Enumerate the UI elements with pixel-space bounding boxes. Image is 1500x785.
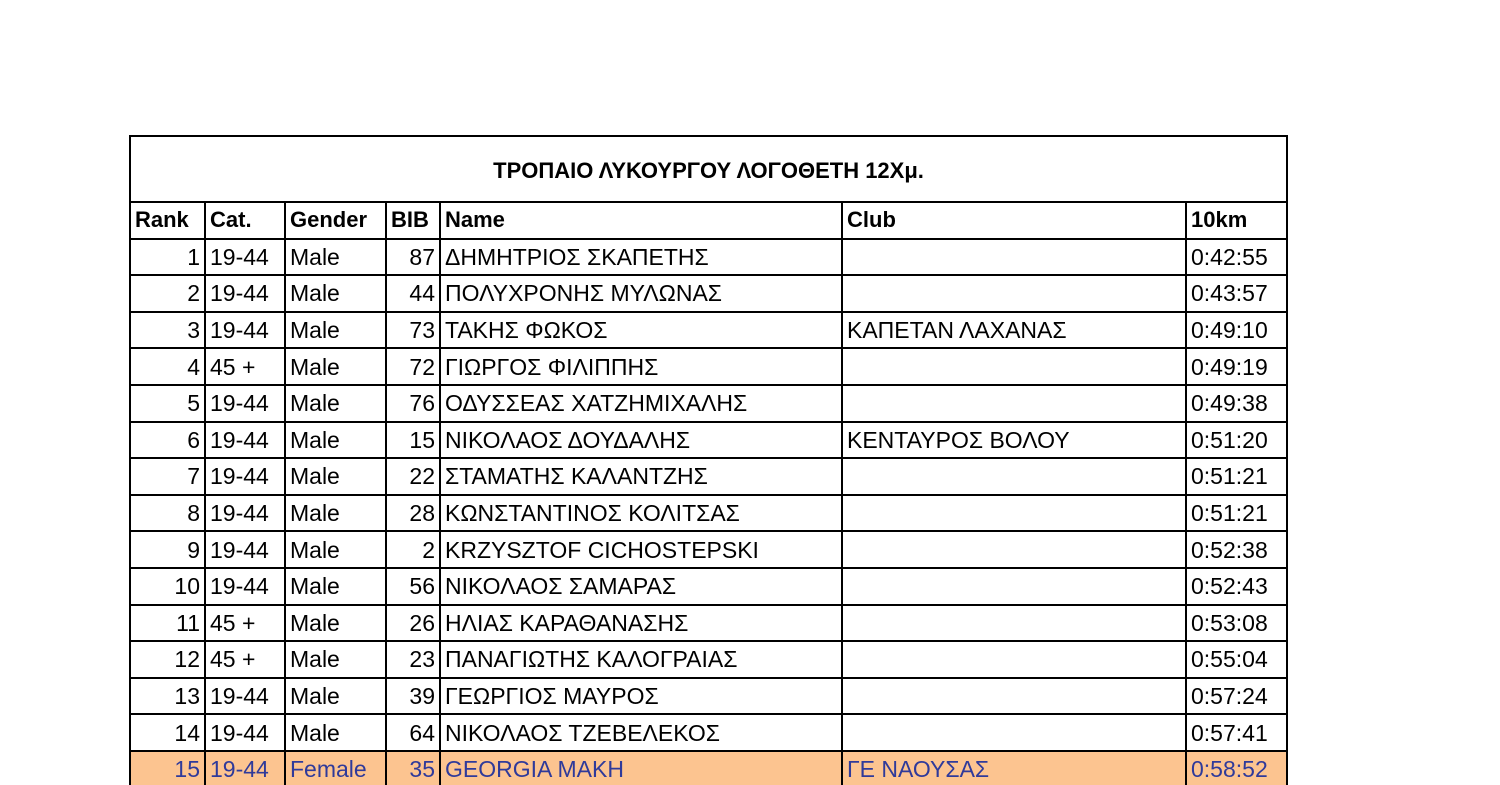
cell-time: 0:49:19 [1186,348,1287,385]
cell-rank: 14 [130,714,205,751]
cell-rank: 15 [130,751,205,785]
cell-name: ΤΑΚΗΣ ΦΩΚΟΣ [440,312,842,349]
cell-bib: 35 [386,751,440,785]
cell-gender: Male [285,385,386,422]
table-row [130,385,1287,422]
cell-bib: 72 [386,348,440,385]
table-row [130,531,1287,568]
cell-category: 19-44 [205,458,285,495]
cell-time: 0:53:08 [1186,605,1287,642]
cell-time: 0:43:57 [1186,275,1287,312]
cell-rank: 6 [130,422,205,459]
cell-name: ΓΙΩΡΓΟΣ ΦΙΛΙΠΠΗΣ [440,348,842,385]
cell-bib: 39 [386,678,440,715]
cell-rank: 1 [130,239,205,276]
table-row [130,605,1287,642]
cell-gender: Male [285,531,386,568]
cell-name: ΝΙΚΟΛΑΟΣ ΤΖΕΒΕΛΕΚΟΣ [440,714,842,751]
cell-category: 19-44 [205,312,285,349]
cell-club [842,275,1186,312]
cell-rank: 12 [130,641,205,678]
cell-time: 0:42:55 [1186,239,1287,276]
cell-gender: Male [285,641,386,678]
cell-rank: 13 [130,678,205,715]
cell-gender: Male [285,458,386,495]
cell-time: 0:52:43 [1186,568,1287,605]
cell-rank: 11 [130,605,205,642]
cell-category: 45 + [205,348,285,385]
cell-bib: 44 [386,275,440,312]
cell-gender: Male [285,422,386,459]
table-row [130,714,1287,751]
cell-club: ΚΕΝΤΑΥΡΟΣ ΒΟΛΟΥ [842,422,1186,459]
cell-bib: 56 [386,568,440,605]
cell-time: 0:49:38 [1186,385,1287,422]
cell-name: ΠΑΝΑΓΙΩΤΗΣ ΚΑΛΟΓΡΑΙΑΣ [440,641,842,678]
cell-rank: 2 [130,275,205,312]
cell-gender: Male [285,275,386,312]
cell-gender: Male [285,312,386,349]
cell-club [842,239,1186,276]
cell-bib: 23 [386,641,440,678]
cell-category: 19-44 [205,239,285,276]
table-row [130,751,1287,785]
cell-category: 19-44 [205,751,285,785]
cell-club [842,678,1186,715]
cell-club [842,495,1186,532]
cell-gender: Male [285,605,386,642]
cell-name: ΟΔΥΣΣΕΑΣ ΧΑΤΖΗΜΙΧΑΛΗΣ [440,385,842,422]
cell-rank: 8 [130,495,205,532]
cell-category: 19-44 [205,422,285,459]
column-header-time: 10km [1186,202,1287,239]
cell-gender: Male [285,495,386,532]
cell-category: 19-44 [205,531,285,568]
cell-bib: 15 [386,422,440,459]
column-header-bib: BIB [386,202,440,239]
cell-name: ΝΙΚΟΛΑΟΣ ΔΟΥΔΑΛΗΣ [440,422,842,459]
cell-club [842,348,1186,385]
cell-rank: 3 [130,312,205,349]
table-row [130,422,1287,459]
cell-club [842,714,1186,751]
cell-club [842,605,1186,642]
table-row [130,458,1287,495]
cell-gender: Male [285,239,386,276]
cell-name: KRZYSZTOF CICHOSTEPSKI [440,531,842,568]
cell-club [842,458,1186,495]
cell-category: 19-44 [205,678,285,715]
table-row [130,239,1287,276]
cell-club [842,641,1186,678]
column-header-name: Name [440,202,842,239]
cell-rank: 7 [130,458,205,495]
cell-name: ΚΩΝΣΤΑΝΤΙΝΟΣ ΚΟΛΙΤΣΑΣ [440,495,842,532]
cell-name: ΓΕΩΡΓΙΟΣ ΜΑΥΡΟΣ [440,678,842,715]
column-header-rank: Rank [130,202,205,239]
table-row [130,678,1287,715]
cell-name: ΗΛΙΑΣ ΚΑΡΑΘΑΝΑΣΗΣ [440,605,842,642]
column-header-club: Club [842,202,1186,239]
cell-category: 45 + [205,605,285,642]
cell-gender: Male [285,348,386,385]
cell-rank: 9 [130,531,205,568]
table-row [130,568,1287,605]
cell-bib: 87 [386,239,440,276]
table-title: ΤΡΟΠΑΙΟ ΛΥΚΟΥΡΓΟΥ ΛΟΓΟΘΕΤΗ 12Χμ. [130,136,1287,202]
cell-name: ΝΙΚΟΛΑΟΣ ΣΑΜΑΡΑΣ [440,568,842,605]
cell-club [842,531,1186,568]
header-row [130,202,1287,239]
title-row [130,136,1287,202]
cell-category: 19-44 [205,275,285,312]
results-body [130,239,1287,785]
cell-gender: Male [285,714,386,751]
cell-time: 0:51:20 [1186,422,1287,459]
cell-name: ΣΤΑΜΑΤΗΣ ΚΑΛΑΝΤΖΗΣ [440,458,842,495]
table-row [130,641,1287,678]
cell-rank: 10 [130,568,205,605]
cell-club: ΓΕ ΝΑΟΥΣΑΣ [842,751,1186,785]
cell-bib: 26 [386,605,440,642]
table-row [130,495,1287,532]
cell-time: 0:57:41 [1186,714,1287,751]
cell-name: GEORGIA ΜΑΚΗ [440,751,842,785]
cell-club: ΚΑΠΕΤΑΝ ΛΑΧΑΝΑΣ [842,312,1186,349]
cell-bib: 64 [386,714,440,751]
cell-time: 0:51:21 [1186,458,1287,495]
cell-club [842,385,1186,422]
cell-gender: Male [285,678,386,715]
cell-gender: Female [285,751,386,785]
cell-name: ΠΟΛΥΧΡΟΝΗΣ ΜΥΛΩΝΑΣ [440,275,842,312]
cell-time: 0:58:52 [1186,751,1287,785]
cell-club [842,568,1186,605]
cell-category: 19-44 [205,714,285,751]
cell-bib: 22 [386,458,440,495]
cell-time: 0:55:04 [1186,641,1287,678]
results-table [129,135,1288,785]
cell-bib: 28 [386,495,440,532]
cell-bib: 73 [386,312,440,349]
cell-category: 19-44 [205,568,285,605]
cell-time: 0:57:24 [1186,678,1287,715]
column-header-cat: Cat. [205,202,285,239]
cell-time: 0:49:10 [1186,312,1287,349]
table-row [130,312,1287,349]
cell-category: 19-44 [205,495,285,532]
table-row [130,348,1287,385]
cell-bib: 2 [386,531,440,568]
cell-category: 45 + [205,641,285,678]
cell-gender: Male [285,568,386,605]
cell-time: 0:51:21 [1186,495,1287,532]
cell-bib: 76 [386,385,440,422]
cell-name: ΔΗΜΗΤΡΙΟΣ ΣΚΑΠΕΤΗΣ [440,239,842,276]
table-row [130,275,1287,312]
column-header-gender: Gender [285,202,386,239]
cell-category: 19-44 [205,385,285,422]
cell-rank: 4 [130,348,205,385]
cell-time: 0:52:38 [1186,531,1287,568]
cell-rank: 5 [130,385,205,422]
